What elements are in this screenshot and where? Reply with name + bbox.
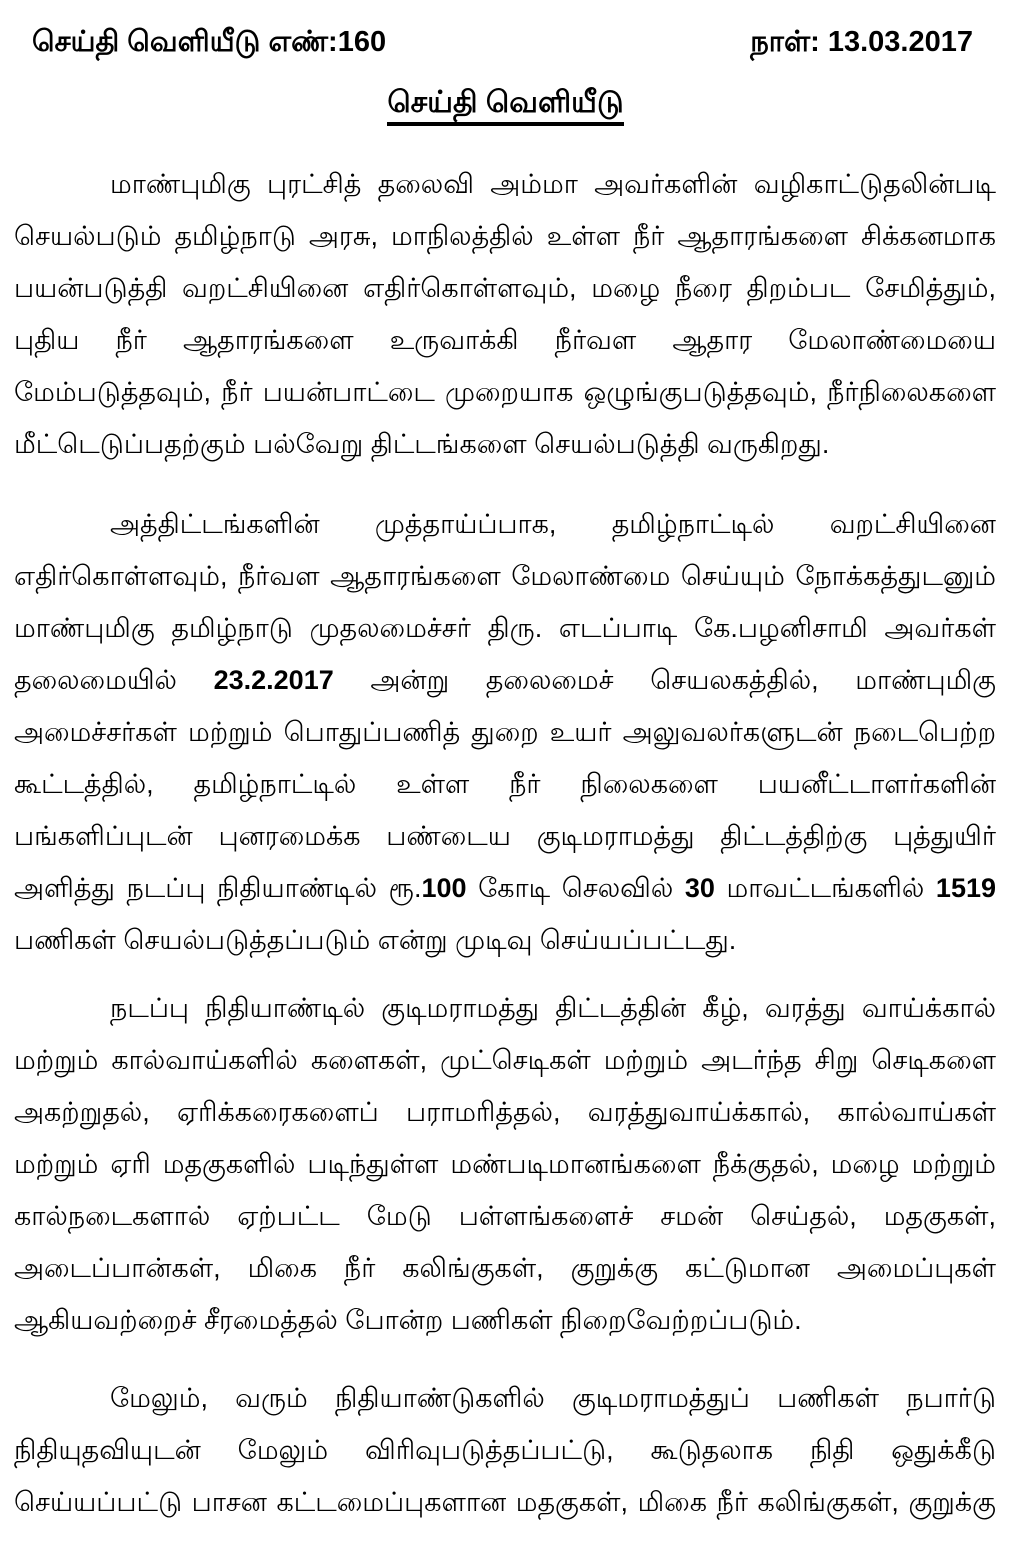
text-line: புதிய நீர் ஆதாரங்களை உருவாக்கி நீர்வள ஆதார மேலாண்மையை <box>14 325 996 355</box>
release-number: செய்தி வெளியீடு எண்:160 <box>32 26 387 58</box>
text-line: மற்றும் கால்வாய்களில் களைகள், முட்செடிகள் மற்றும் அடர்ந்த சிறு செடிகளை <box>14 1045 996 1075</box>
text-line: அகற்றுதல், ஏரிக்கரைகளைப் பராமரித்தல், வரத்துவாய்க்கால், கால்வாய்கள் <box>14 1097 996 1127</box>
text-line: நிதியுதவியுடன் மேலும் விரிவுபடுத்தப்பட்டு, கூடுதலாக நிதி ஒதுக்கீடு <box>14 1435 996 1465</box>
text-line: மேலும், வரும் நிதியாண்டுகளில் குடிமராமத்துப் பணிகள் நபார்டு <box>110 1383 996 1413</box>
paragraph <box>14 498 996 966</box>
page-title <box>0 86 1011 119</box>
text-line: பணிகள் செயல்படுத்தப்படும் என்று முடிவு செய்யப்பட்டது. <box>14 925 737 955</box>
release-date: நாள்: 13.03.2017 <box>750 26 973 58</box>
text-line: நடப்பு நிதியாண்டில் குடிமராமத்து திட்டத்தின் கீழ், வரத்து வாய்க்கால் <box>110 993 996 1023</box>
text-line: செய்யப்பட்டு பாசன கட்டமைப்புகளான மதகுகள், மிகை நீர் கலிங்குகள், குறுக்கு <box>14 1487 996 1517</box>
text-line: மேம்படுத்தவும், நீர் பயன்பாட்டை முறையாக ஒழுங்குபடுத்தவும், நீர்நிலைகளை <box>14 377 996 407</box>
text-line: மீட்டெடுப்பதற்கும் பல்வேறு திட்டங்களை செயல்படுத்தி வருகிறது. <box>14 429 830 459</box>
text-line: கூட்டத்தில், தமிழ்நாட்டில் உள்ள நீர் நிலைகளை பயனீட்டாளர்களின் <box>14 769 996 799</box>
text-line: அளித்து நடப்பு நிதியாண்டில் ரூ.100 கோடி செலவில் 30 மாவட்டங்களில் 1519 <box>14 873 996 903</box>
text-line: எதிர்கொள்ளவும், நீர்வள ஆதாரங்களை மேலாண்மை செய்யும் நோக்கத்துடனும் <box>14 561 997 591</box>
text-line: மாண்புமிகு தமிழ்நாடு முதலமைச்சர் திரு. எடப்பாடி கே.பழனிசாமி அவர்கள் <box>14 613 996 643</box>
document-body <box>0 158 1011 1528</box>
paragraph <box>14 982 996 1346</box>
text-line: மற்றும் ஏரி மதகுகளில் படிந்துள்ள மண்படிமானங்களை நீக்குதல், மழை மற்றும் <box>14 1149 996 1179</box>
paragraph <box>14 1372 996 1528</box>
text-line: தலைமையில் 23.2.2017 அன்று தலைமைச் செயலகத்தில், மாண்புமிகு <box>14 665 997 695</box>
text-line: அடைப்பான்கள், மிகை நீர் கலிங்குகள், குறுக்கு கட்டுமான அமைப்புகள் <box>14 1253 996 1283</box>
document-header <box>0 0 1011 59</box>
text-line: பயன்படுத்தி வறட்சியினை எதிர்கொள்ளவும், மழை நீரை திறம்பட சேமித்தும், <box>14 273 996 303</box>
text-line: மாண்புமிகு புரட்சித் தலைவி அம்மா அவர்களின் வழிகாட்டுதலின்படி <box>110 169 996 199</box>
text-line: அமைச்சர்கள் மற்றும் பொதுப்பணித் துறை உயர் அலுவலர்களுடன் நடைபெற்ற <box>14 717 996 747</box>
paragraph <box>14 158 996 470</box>
text-line: அத்திட்டங்களின் முத்தாய்ப்பாக, தமிழ்நாட்டில் வறட்சியினை <box>110 509 996 539</box>
text-line: ஆகியவற்றைச் சீரமைத்தல் போன்ற பணிகள் நிறைவேற்றப்படும். <box>14 1305 802 1335</box>
page-title-text: செய்தி வெளியீடு <box>387 86 623 126</box>
text-line: செயல்படும் தமிழ்நாடு அரசு, மாநிலத்தில் உள்ள நீர் ஆதாரங்களை சிக்கனமாக <box>14 221 996 251</box>
text-line: பங்களிப்புடன் புனரமைக்க பண்டைய குடிமராமத்து திட்டத்திற்கு புத்துயிர் <box>14 821 996 851</box>
text-line: கால்நடைகளால் ஏற்பட்ட மேடு பள்ளங்களைச் சமன் செய்தல், மதகுகள், <box>14 1201 996 1231</box>
